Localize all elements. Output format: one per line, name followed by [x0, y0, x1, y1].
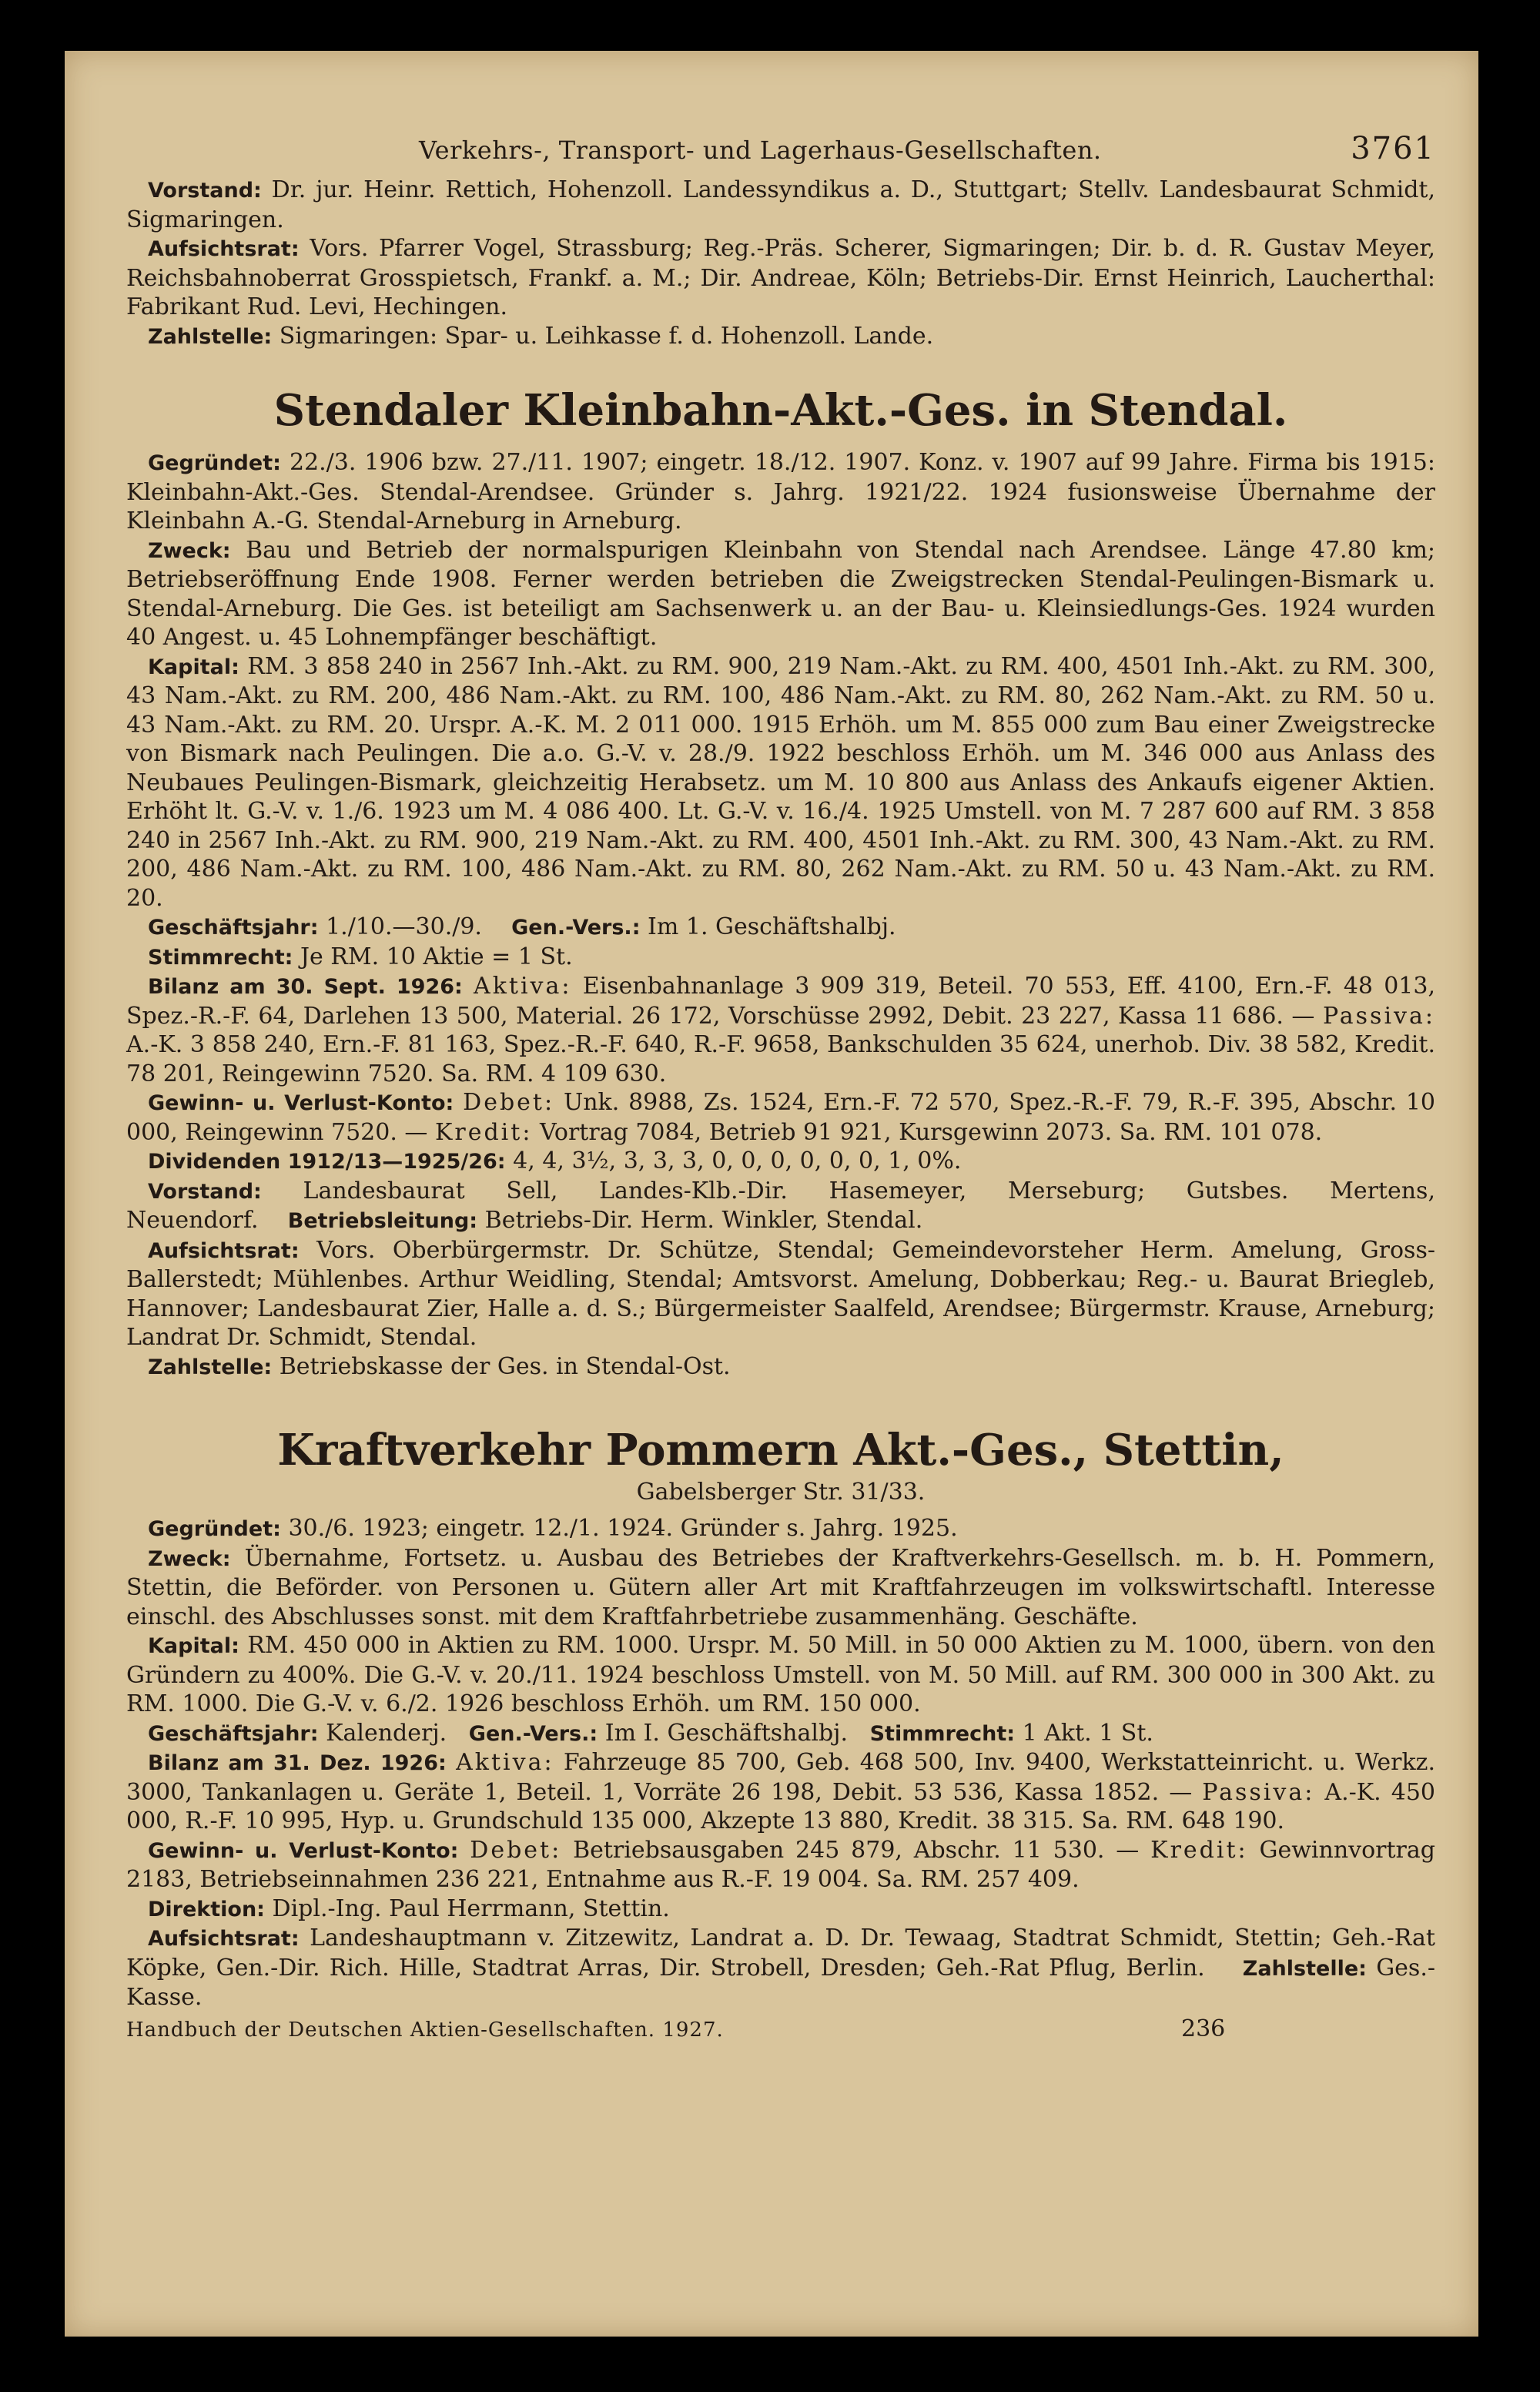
stendal-gegruendet: Gegründet: 22./3. 1906 bzw. 27./11. 1907; eingetr. 18./12. 1907. Konz. v. 1907 auf 99 Jahre. Firma bis 1915: Kleinbahn-Akt.-Ges. Stendal-Arendsee. Gründer s. Jahrg. 1921/22. 1924 fusionsweise Übernahme der Kleinbahn A.-G. Stendal-Arneburg in Arneburg. — [126, 449, 1436, 534]
footer-number: 236 — [1181, 2015, 1226, 2042]
kraft-aufsichtsrat: Aufsichtsrat: Landeshauptmann v. Zitzewitz, Landrat a. D. Dr. Tewaag, Stadtrat Schmidt, Stettin; Geh.-Rat Köpke, Gen.-Dir. Rich. Hille, Stadtrat Arras, Dir. Strobell, Dresden; Geh.-Rat Pflug, Berlin. Zahlstelle: Ges.-Kasse. — [126, 1925, 1435, 2011]
kraft-direktion: Direktion: Dipl.-Ing. Paul Herrmann, Stettin. — [148, 1895, 670, 1922]
stendal-guv: Gewinn- u. Verlust-Konto: Debet: Unk. 8988, Zs. 1524, Ern.-F. 72 570, Spez.-R.-F. 79, R.-F. 395, Abschr. 10 000, Reingewinn 7520. — Kredit: Vortrag 7084, Betrieb 91 921, Kursgewinn 2073. Sa. RM. 101 078. — [126, 1089, 1435, 1146]
kraft-kapital: Kapital: RM. 450 000 in Aktien zu RM. 1000. Urspr. M. 50 Mill. in 50 000 Aktien zu M. 1000, übern. von den Gründern zu 400%. Die G.-V. v. 20./11. 1924 beschloss Umstell. von M. 50 Mill. auf RM. 300 000 in 300 Akt. zu RM. 1000. Die G.-V. v. 6./2. 1926 beschloss Erhöh. um RM. 150 000. — [126, 1632, 1435, 1717]
footer-text: Handbuch der Deutschen Aktien-Gesellschaften. 1927. — [126, 2018, 724, 2042]
page-footer — [126, 2015, 1435, 2052]
document-page — [65, 51, 1478, 2337]
stendal-stimmrecht: Stimmrecht: Je RM. 10 Aktie = 1 St. — [148, 943, 573, 970]
kraft-gegruendet: Gegründet: 30./6. 1923; eingetr. 12./1. 1924. Gründer s. Jahrg. 1925. — [148, 1515, 958, 1542]
prev-vorstand: Vorstand: Dr. jur. Heinr. Rettich, Hohenzoll. Landessyndikus a. D., Stuttgart; Stellv. Landesbaurat Schmidt, Sigmaringen. — [126, 176, 1435, 233]
kraft-geschaeftsjahr: Geschäftsjahr: Kalenderj. Gen.-Vers.: Im I. Geschäftshalbj. Stimmrecht: 1 Akt. 1 St. — [148, 1719, 1153, 1747]
stendal-geschaeftsjahr: Geschäftsjahr: 1./10.—30./9. Gen.-Vers.: Im 1. Geschäftshalbj. — [148, 913, 896, 940]
header-title: Verkehrs-, Transport- und Lagerhaus-Gesellschaften. — [419, 136, 1102, 165]
stendal-title: Stendaler Kleinbahn-Akt.-Ges. in Stendal. — [273, 385, 1288, 436]
stendal-vorstand: Vorstand: Landesbaurat Sell, Landes-Klb.-Dir. Hasemeyer, Merseburg; Gutsbes. Mertens, Neuendorf. Betriebsleitung: Betriebs-Dir. Herm. Winkler, Stendal. — [126, 1177, 1435, 1234]
prev-zahlstelle: Zahlstelle: Sigmaringen: Spar- u. Leihkasse f. d. Hohenzoll. Lande. — [148, 322, 934, 350]
kraft-bilanz: Bilanz am 31. Dez. 1926: Aktiva: Fahrzeuge 85 700, Geb. 468 500, Inv. 9400, Werkstatteinricht. u. Werkz. 3000, Tankanlagen u. Geräte 1, Beteil. 1, Vorräte 26 198, Debit. 53 536, Kassa 1852. — Passiva: A.-K. 450 000, R.-F. 10 995, Hyp. u. Grundschuld 135 000, Akzepte 13 880, Kredit. 38 315. Sa. RM. 648 190. — [126, 1749, 1436, 1834]
kraft-guv: Gewinn- u. Verlust-Konto: Debet: Betriebsausgaben 245 879, Abschr. 11 530. — Kredit: Gewinnvortrag 2183, Betriebseinnahmen 236 221, Entnahme aus R.-F. 19 004. Sa. RM. 257 409. — [126, 1836, 1435, 1893]
page-number: 3761 — [1351, 131, 1435, 166]
stendal-aufsichtsrat: Aufsichtsrat: Vors. Oberbürgermstr. Dr. Schütze, Stendal; Gemeindevorsteher Herm. Amelung, Gross-Ballerstedt; Mühlenbes. Arthur Weidling, Stendal; Amtsvorst. Amelung, Dobberkau; Reg.- u. Baurat Briegleb, Hannover; Landesbaurat Zier, Halle a. d. S.; Bürgermeister Saalfeld, Arendsee; Bürgermstr. Krause, Arneburg; Landrat Dr. Schmidt, Stendal. — [126, 1236, 1435, 1351]
stendal-kapital: Kapital: RM. 3 858 240 in 2567 Inh.-Akt. zu RM. 900, 219 Nam.-Akt. zu RM. 400, 4501 Inh.-Akt. zu RM. 300, 43 Nam.-Akt. zu RM. 200, 486 Nam.-Akt. zu RM. 100, 486 Nam.-Akt. zu RM. 80, 262 Nam.-Akt. zu RM. 50 u. 43 Nam.-Akt. zu RM. 20. Urspr. A.-K. M. 2 011 000. 1915 Erhöh. um M. 855 000 zum Bau einer Zweigstrecke von Bismark nach Peulingen. Die a.o. G.-V. v. 28./9. 1922 beschloss Erhöh. um M. 346 000 aus Anlass des Neubaues Peulingen-Bismark, gleichzeitig Herabsetz. um M. 10 800 aus Anlass des Ankaufs eigener Aktien. Erhöht lt. G.-V. v. 1./6. 1923 um M. 4 086 400. Lt. G.-V. v. 16./4. 1925 Umstell. von M. 7 287 600 auf RM. 3 858 240 in 2567 Inh.-Akt. zu RM. 900, 219 Nam.-Akt. zu RM. 400, 4501 Inh.-Akt. zu RM. 300, 43 Nam.-Akt. zu RM. 200, 486 Nam.-Akt. zu RM. 100, 486 Nam.-Akt. zu RM. 80, 262 Nam.-Akt. zu RM. 50 u. 43 Nam.-Akt. zu RM. 20. — [126, 652, 1436, 912]
kraft-address: Gabelsberger Str. 31/33. — [636, 1479, 926, 1506]
stendal-bilanz: Bilanz am 30. Sept. 1926: Aktiva: Eisenbahnanlage 3 909 319, Beteil. 70 553, Eff. 4100, Ern.-F. 48 013, Spez.-R.-F. 64, Darlehen 13 500, Material. 26 172, Vorschüsse 2992, Debit. 23 227, Kassa 11 686. — Passiva: A.-K. 3 858 240, Ern.-F. 81 163, Spez.-R.-F. 640, R.-F. 9658, Bankschulden 35 624, unerhob. Div. 38 582, Kredit. 78 201, Reingewinn 7520. Sa. RM. 4 109 630. — [126, 973, 1436, 1087]
stendal-dividenden: Dividenden 1912/13—1925/26: 4, 4, 3½, 3, 3, 3, 0, 0, 0, 0, 0, 0, 1, 0%. — [148, 1147, 962, 1174]
kraft-zweck: Zweck: Übernahme, Fortsetz. u. Ausbau des Betriebes der Kraftverkehrs-Gesellsch. m. b. H. Pommern, Stettin, die Beförder. von Personen u. Gütern aller Art mit Kraftfahrzeugen im volkswirtschaftl. Interesse einschl. des Abschlusses sonst. mit dem Kraftfahrbetriebe zusammenhäng. Geschäfte. — [126, 1544, 1435, 1630]
prev-aufsichtsrat: Aufsichtsrat: Vors. Pfarrer Vogel, Strassburg; Reg.-Präs. Scherer, Sigmaringen; Dir. b. d. R. Gustav Meyer, Reichsbahnoberrat Grosspietsch, Frankf. a. M.; Dir. Andreae, Köln; Betriebs-Dir. Ernst Heinrich, Laucherthal: Fabrikant Rud. Levi, Hechingen. — [126, 235, 1435, 320]
stendal-zweck: Zweck: Bau und Betrieb der normalspurigen Kleinbahn von Stendal nach Arendsee. Länge 47.80 km; Betriebseröffnung Ende 1908. Ferner werden betrieben die Zweigstrecken Stendal-Peulingen-Bismark u. Stendal-Arneburg. Die Ges. ist beteiligt am Sachsenwerk u. an der Bau- u. Kleinsiedlungs-Ges. 1924 wurden 40 Angest. u. 45 Lohnempfänger beschäftigt. — [126, 536, 1435, 651]
page-content — [126, 131, 1436, 2052]
running-header — [126, 131, 1435, 197]
stendal-zahlstelle: Zahlstelle: Betriebskasse der Ges. in Stendal-Ost. — [148, 1352, 731, 1380]
kraft-title: Kraftverkehr Pommern Akt.-Ges., Stettin, — [277, 1425, 1284, 1476]
